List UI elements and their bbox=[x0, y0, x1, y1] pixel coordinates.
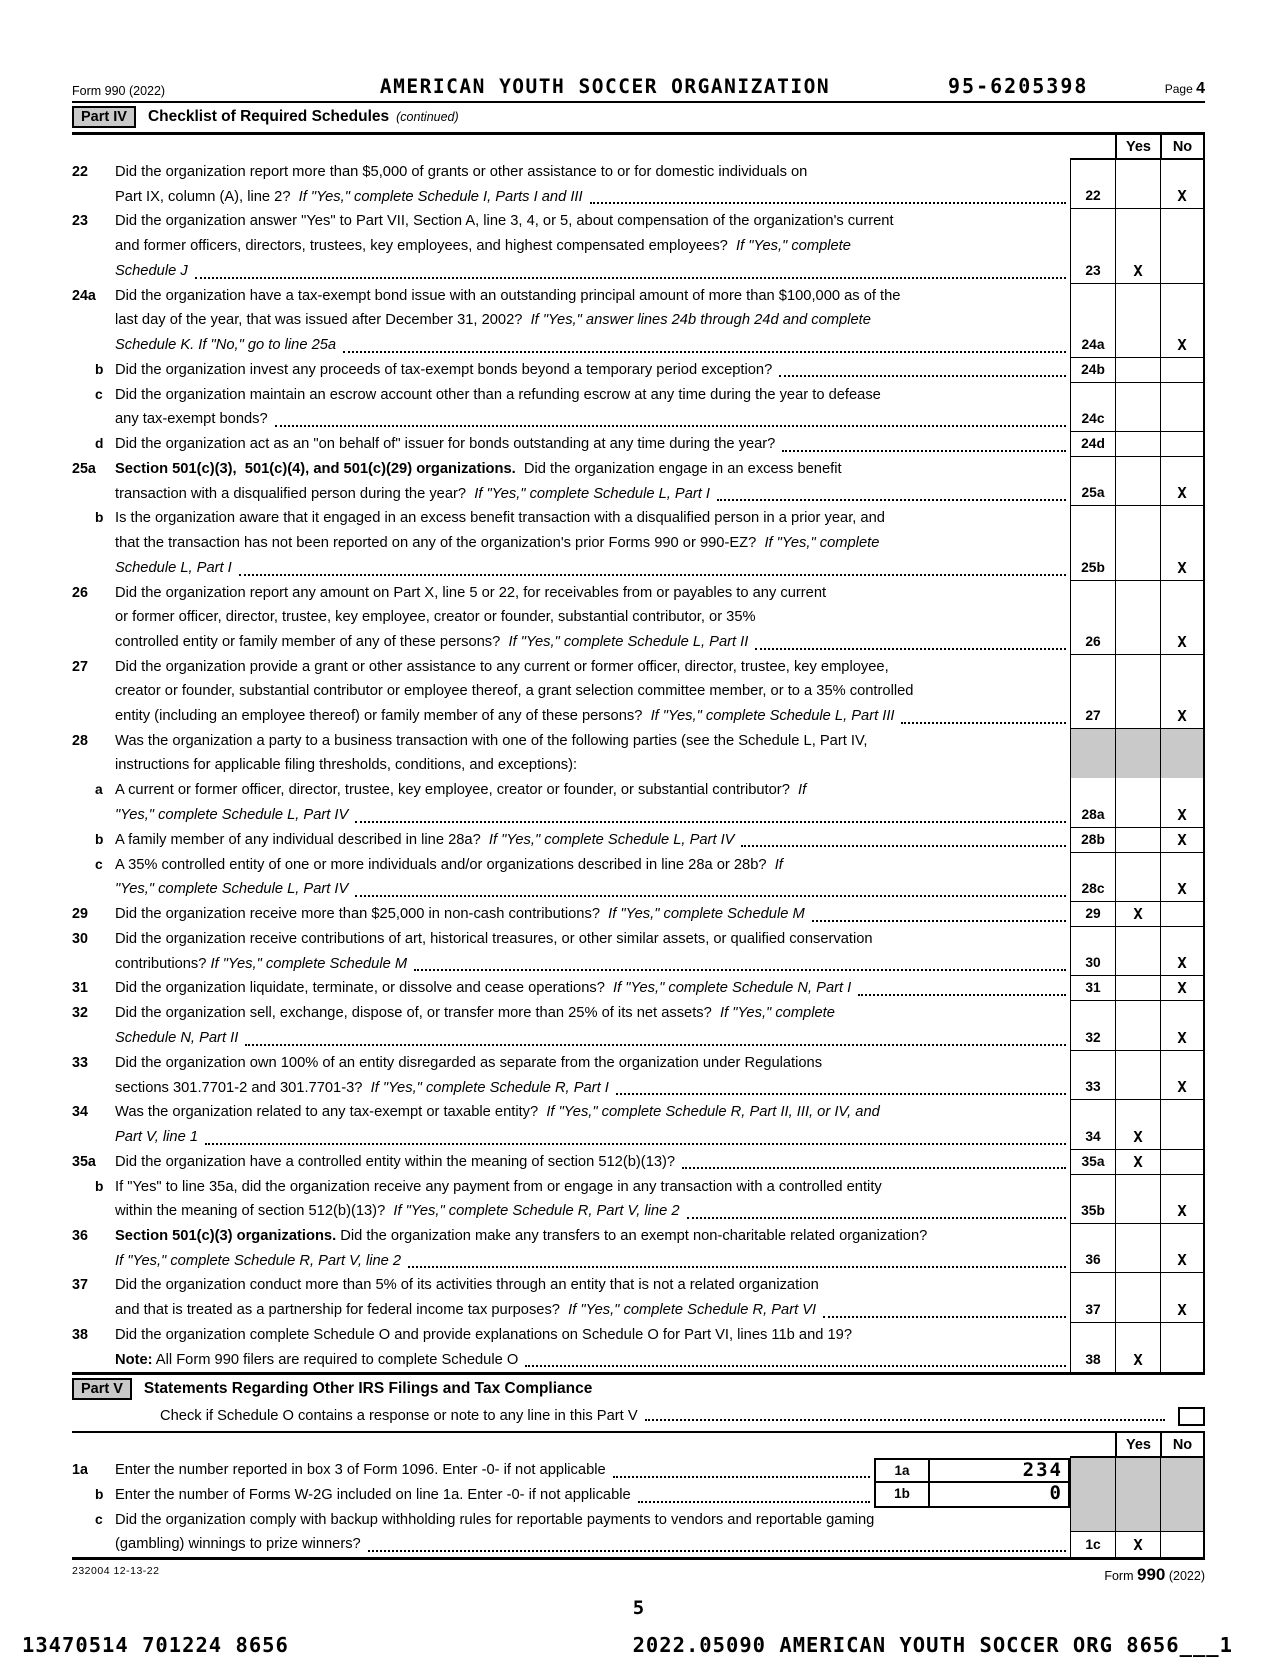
question-row-38 bbox=[72, 1323, 1205, 1372]
question-row-27 bbox=[72, 655, 1205, 729]
yes-cell bbox=[1115, 1458, 1160, 1483]
question-number: 30 bbox=[72, 930, 88, 947]
question-number: 22 bbox=[72, 164, 88, 180]
organization-name: AMERICAN YOUTH SOCCER ORGANIZATION bbox=[379, 75, 831, 98]
checkmark-x: X bbox=[1177, 954, 1187, 973]
question-row-32 bbox=[72, 1001, 1205, 1050]
question-text: A family member of any individual described in line 28a? If "Yes," complete Schedule L, Part IV bbox=[115, 828, 1070, 853]
line-number-cell: 29 bbox=[1070, 902, 1115, 927]
batch-code-right: 2022.05090 AMERICAN YOUTH SOCCER ORG 8656___1 bbox=[632, 1633, 1233, 1657]
question-number: b bbox=[95, 361, 104, 377]
question-number: a bbox=[95, 782, 103, 798]
no-cell bbox=[1160, 1001, 1205, 1050]
line-number-cell: 24c bbox=[1070, 383, 1115, 432]
question-text: Section 501(c)(3), 501(c)(4), and 501(c)(29) organizations. Did the organization engage in an excess benefit transaction with a disqualified person during the year? If "Yes," complete Schedule L, Part I bbox=[115, 457, 1070, 506]
question-number: 36 bbox=[72, 1228, 88, 1245]
no-cell bbox=[1160, 457, 1205, 506]
part5-yes-no-header bbox=[72, 1433, 1205, 1458]
line-number-cell bbox=[1070, 729, 1115, 778]
no-cell bbox=[1160, 1051, 1205, 1100]
question-text: (gambling) winnings to prize winners? bbox=[115, 1532, 1070, 1557]
part5-statements bbox=[72, 1458, 1205, 1560]
checkmark-x: X bbox=[1133, 261, 1143, 280]
no-cell bbox=[1160, 358, 1205, 383]
entry-box-1b bbox=[874, 1483, 1070, 1508]
dotted-leader bbox=[590, 185, 1066, 205]
question-text: Did the organization invest any proceeds of tax-exempt bonds beyond a temporary period exception? bbox=[115, 358, 1070, 383]
no-cell bbox=[1160, 1458, 1205, 1483]
question-number: b bbox=[95, 510, 104, 526]
question-text: Enter the number reported in box 3 of Form 1096. Enter -0- if not applicable bbox=[115, 1458, 874, 1483]
dotted-leader bbox=[823, 1298, 1066, 1318]
checkmark-x: X bbox=[1177, 1028, 1187, 1047]
question-text: Did the organization sell, exchange, dispose of, or transfer more than 25% of its net assets? If "Yes," complete Schedule N, Part II bbox=[115, 1001, 1070, 1050]
question-row-1c bbox=[72, 1532, 1205, 1557]
question-number: 32 bbox=[72, 1005, 88, 1022]
no-cell bbox=[1160, 976, 1205, 1001]
question-number: 23 bbox=[72, 213, 88, 230]
no-cell bbox=[1160, 432, 1205, 457]
ein-number: 95-6205398 bbox=[948, 74, 1089, 98]
question-text: Did the organization act as an "on behalf of" issuer for bonds outstanding at any time during the year? bbox=[115, 432, 1070, 457]
line-number-cell: 23 bbox=[1070, 209, 1115, 283]
question-row-30 bbox=[72, 927, 1205, 976]
part4-continued: (continued) bbox=[396, 110, 459, 124]
question-text: Was the organization a party to a business transaction with one of the following parties (see the Schedule L, Part IV, instructions for applicable filing thresholds, conditions, and exceptions): bbox=[115, 732, 868, 774]
yes-cell bbox=[1115, 976, 1160, 1001]
no-cell bbox=[1160, 853, 1205, 902]
question-row-1a bbox=[72, 1458, 1205, 1483]
yes-cell bbox=[1115, 1001, 1160, 1050]
no-cell bbox=[1160, 902, 1205, 927]
no-cell bbox=[1160, 581, 1205, 655]
no-cell bbox=[1160, 778, 1205, 827]
question-number: 27 bbox=[72, 658, 88, 675]
question-number: 25a bbox=[72, 461, 96, 478]
yes-cell bbox=[1115, 432, 1160, 457]
dotted-leader bbox=[355, 803, 1066, 823]
part4-checklist bbox=[72, 160, 1205, 1375]
line-number-cell: 35b bbox=[1070, 1175, 1115, 1224]
question-number: b bbox=[95, 1178, 104, 1194]
yes-cell bbox=[1115, 284, 1160, 358]
question-number: 38 bbox=[72, 1326, 88, 1343]
question-number: 35a bbox=[72, 1153, 96, 1170]
page-header bbox=[72, 74, 1205, 101]
checkmark-x: X bbox=[1177, 1078, 1187, 1097]
question-number bbox=[72, 1532, 115, 1557]
question-number: 24a bbox=[72, 287, 96, 304]
no-cell bbox=[1160, 160, 1205, 209]
checkmark-x: X bbox=[1177, 484, 1187, 503]
question-text: Did the organization have a tax-exempt bond issue with an outstanding principal amount of more than $100,000 as of the last day of the year, that was issued after December 31, 2002? If "Yes," answer lines 24b through 24d and complete Schedule K. If "No," go to line 25a bbox=[115, 284, 1070, 358]
question-number: 37 bbox=[72, 1277, 88, 1294]
line-number-cell: 37 bbox=[1070, 1273, 1115, 1322]
checkmark-x: X bbox=[1177, 1251, 1187, 1270]
line-number-cell: 1c bbox=[1070, 1532, 1115, 1557]
question-text: Did the organization receive more than $25,000 in non-cash contributions? If "Yes," complete Schedule M bbox=[115, 902, 1070, 927]
question-text: Was the organization related to any tax-exempt or taxable entity? If "Yes," complete Schedule R, Part II, III, or IV, and Part V, line 1 bbox=[115, 1100, 1070, 1149]
yes-cell bbox=[1115, 853, 1160, 902]
yes-cell bbox=[1115, 778, 1160, 827]
question-number: 26 bbox=[72, 584, 88, 601]
checkmark-x: X bbox=[1177, 187, 1187, 206]
checkmark-x: X bbox=[1177, 1300, 1187, 1319]
dotted-leader bbox=[755, 630, 1066, 650]
line-number-cell bbox=[1070, 1508, 1115, 1533]
no-cell bbox=[1160, 1483, 1205, 1508]
yes-cell bbox=[1115, 1051, 1160, 1100]
question-text: Did the organization receive contributions of art, historical treasures, or other similar assets, or qualified conservation contributions? If "Yes," complete Schedule M bbox=[115, 927, 1070, 976]
dotted-leader bbox=[717, 482, 1066, 502]
question-row-24b bbox=[72, 358, 1205, 383]
checkmark-x: X bbox=[1133, 904, 1143, 923]
dotted-leader bbox=[638, 1483, 870, 1503]
form-label: Form 990 (2022) bbox=[72, 84, 166, 98]
yes-cell bbox=[1115, 1273, 1160, 1322]
schedule-o-check-text: Check if Schedule O contains a response or note to any line in this Part V bbox=[160, 1408, 638, 1425]
yes-cell bbox=[1115, 1224, 1160, 1273]
entry-value: 234 bbox=[1022, 1459, 1063, 1482]
no-cell bbox=[1160, 1273, 1205, 1322]
checkmark-x: X bbox=[1177, 632, 1187, 651]
yes-cell bbox=[1115, 1532, 1160, 1557]
line-number-cell: 25a bbox=[1070, 457, 1115, 506]
question-row-36 bbox=[72, 1224, 1205, 1273]
question-text: Did the organization have a controlled entity within the meaning of section 512(b)(13)? bbox=[115, 1150, 1070, 1175]
question-text: Enter the number of Forms W-2G included on line 1a. Enter -0- if not applicable bbox=[115, 1483, 874, 1508]
line-number-cell: 32 bbox=[1070, 1001, 1115, 1050]
line-number-cell: 34 bbox=[1070, 1100, 1115, 1149]
question-number: b bbox=[95, 831, 104, 847]
yes-cell bbox=[1115, 828, 1160, 853]
checkmark-x: X bbox=[1133, 1127, 1143, 1146]
no-cell bbox=[1160, 1532, 1205, 1557]
batch-codes bbox=[22, 1633, 1255, 1657]
schedule-o-checkbox[interactable] bbox=[1178, 1407, 1205, 1426]
line-number-cell: 31 bbox=[1070, 976, 1115, 1001]
no-cell bbox=[1160, 655, 1205, 729]
question-number: c bbox=[95, 386, 103, 402]
line-number-cell: 28c bbox=[1070, 853, 1115, 902]
dotted-leader bbox=[901, 704, 1066, 724]
no-cell bbox=[1160, 383, 1205, 432]
question-row-24c bbox=[72, 383, 1205, 432]
dotted-leader bbox=[779, 358, 1066, 378]
part5-title-bar bbox=[72, 1375, 1205, 1404]
no-column-header: No bbox=[1160, 1433, 1205, 1458]
question-row-37 bbox=[72, 1273, 1205, 1322]
dotted-leader bbox=[195, 259, 1066, 279]
checkmark-x: X bbox=[1177, 706, 1187, 725]
question-text: Section 501(c)(3) organizations. Did the organization make any transfers to an exempt non-charitable related organization? If "Yes," complete Schedule R, Part V, line 2 bbox=[115, 1224, 1070, 1273]
yes-cell bbox=[1115, 1175, 1160, 1224]
dotted-leader bbox=[408, 1249, 1066, 1269]
question-row-26 bbox=[72, 581, 1205, 655]
yes-cell bbox=[1115, 209, 1160, 283]
question-row-24a bbox=[72, 284, 1205, 358]
part5-title: Statements Regarding Other IRS Filings and Tax Compliance bbox=[143, 1380, 593, 1398]
question-text: Did the organization own 100% of an entity disregarded as separate from the organization under Regulations sections 301.7701-2 and 301.7701-3? If "Yes," complete Schedule R, Part I bbox=[115, 1051, 1070, 1100]
line-number-cell bbox=[1070, 1458, 1115, 1483]
no-cell bbox=[1160, 284, 1205, 358]
checkmark-x: X bbox=[1177, 558, 1187, 577]
yes-cell bbox=[1115, 927, 1160, 976]
line-number-cell: 24d bbox=[1070, 432, 1115, 457]
question-number: c bbox=[95, 1511, 103, 1527]
dotted-leader bbox=[687, 1199, 1066, 1219]
line-number-cell: 33 bbox=[1070, 1051, 1115, 1100]
yes-column-header: Yes bbox=[1115, 135, 1160, 160]
dotted-leader bbox=[525, 1348, 1066, 1368]
question-text: Did the organization report more than $5,000 of grants or other assistance to or for domestic individuals on Part IX, column (A), line 2? If "Yes," complete Schedule I, Parts I and III bbox=[115, 160, 1070, 209]
dotted-leader bbox=[782, 432, 1066, 452]
yes-cell bbox=[1115, 655, 1160, 729]
question-row-b bbox=[72, 1483, 1205, 1508]
no-cell bbox=[1160, 1175, 1205, 1224]
dotted-leader bbox=[414, 952, 1066, 972]
yes-cell bbox=[1115, 729, 1160, 778]
form-revision-code: 232004 12-13-22 bbox=[72, 1565, 160, 1578]
checkmark-x: X bbox=[1177, 879, 1187, 898]
dotted-leader bbox=[355, 877, 1066, 897]
question-row-35a bbox=[72, 1150, 1205, 1175]
no-cell bbox=[1160, 927, 1205, 976]
no-cell bbox=[1160, 729, 1205, 778]
part4-yes-no-header bbox=[72, 135, 1205, 160]
yes-cell bbox=[1115, 1483, 1160, 1508]
question-text: Did the organization liquidate, terminate, or dissolve and cease operations? If "Yes," complete Schedule N, Part I bbox=[115, 976, 1070, 1001]
question-row-28c bbox=[72, 853, 1205, 902]
yes-cell bbox=[1115, 1508, 1160, 1533]
no-cell bbox=[1160, 506, 1205, 580]
question-number: b bbox=[95, 1486, 104, 1502]
question-row-28 bbox=[72, 729, 1205, 778]
checkmark-x: X bbox=[1177, 979, 1187, 998]
question-row-31 bbox=[72, 976, 1205, 1001]
yes-cell bbox=[1115, 902, 1160, 927]
question-row-33 bbox=[72, 1051, 1205, 1100]
line-number-cell: 26 bbox=[1070, 581, 1115, 655]
dotted-leader bbox=[205, 1125, 1066, 1145]
question-row-24d bbox=[72, 432, 1205, 457]
page-indicator: Page 4 bbox=[1164, 80, 1205, 97]
line-number-cell: 25b bbox=[1070, 506, 1115, 580]
schedule-o-check-row bbox=[72, 1404, 1205, 1433]
no-cell bbox=[1160, 1508, 1205, 1533]
no-cell bbox=[1160, 1100, 1205, 1149]
question-number: 1a bbox=[72, 1462, 88, 1479]
question-number: d bbox=[95, 436, 104, 452]
dotted-leader bbox=[858, 976, 1066, 996]
yes-cell bbox=[1115, 581, 1160, 655]
question-text: Did the organization complete Schedule O and provide explanations on Schedule O for Part VI, lines 11b and 19? Note: All Form 990 filers are required to complete Schedule O bbox=[115, 1323, 1070, 1372]
question-text: If "Yes" to line 35a, did the organization receive any payment from or engage in any transaction with a controlled entity within the meaning of section 512(b)(13)? If "Yes," complete Schedule R, Part V, line 2 bbox=[115, 1175, 1070, 1224]
checkmark-x: X bbox=[1177, 805, 1187, 824]
part4-title-bar bbox=[72, 103, 1205, 135]
checkmark-x: X bbox=[1177, 1202, 1187, 1221]
page-number: 5 bbox=[632, 1597, 645, 1620]
question-number: c bbox=[95, 856, 103, 872]
yes-cell bbox=[1115, 457, 1160, 506]
question-number: 29 bbox=[72, 905, 88, 922]
dotted-leader bbox=[275, 407, 1066, 427]
checkmark-x: X bbox=[1177, 830, 1187, 849]
checkmark-x: X bbox=[1133, 1152, 1143, 1171]
question-row-c bbox=[72, 1508, 1205, 1533]
dotted-leader bbox=[613, 1458, 870, 1478]
line-number-cell: 28b bbox=[1070, 828, 1115, 853]
yes-cell bbox=[1115, 1150, 1160, 1175]
dotted-leader bbox=[245, 1026, 1066, 1046]
question-row-22 bbox=[72, 160, 1205, 209]
question-text: Did the organization provide a grant or other assistance to any current or former officer, director, trustee, key employee, creator or founder, substantial contributor or employee thereof, a grant selection committee member, or to a 35% controlled entity (including an employee thereof) or family member of any of these persons? If "Yes," complete Schedule L, Part III bbox=[115, 655, 1070, 729]
no-cell bbox=[1160, 828, 1205, 853]
yes-column-header: Yes bbox=[1115, 1433, 1160, 1458]
entry-value: 0 bbox=[1049, 1481, 1063, 1504]
question-row-23 bbox=[72, 209, 1205, 283]
question-text: A current or former officer, director, trustee, key employee, creator or founder, or substantial contributor? If "Yes," complete Schedule L, Part IV bbox=[115, 778, 1070, 827]
question-row-28a bbox=[72, 778, 1205, 827]
question-row-35b bbox=[72, 1175, 1205, 1224]
yes-cell bbox=[1115, 358, 1160, 383]
question-text: Did the organization maintain an escrow account other than a refunding escrow at any time during the year to defease any tax-exempt bonds? bbox=[115, 383, 1070, 432]
checkmark-x: X bbox=[1133, 1351, 1143, 1370]
question-text: Is the organization aware that it engaged in an excess benefit transaction with a disqualified person in a prior year, and that the transaction has not been reported on any of the organization's prior Forms 990 or 990-EZ? If "Yes," complete Schedule L, Part I bbox=[115, 506, 1070, 580]
page-footer bbox=[72, 1565, 1205, 1585]
question-text: Did the organization report any amount on Part X, line 5 or 22, for receivables from or payables to any current or former officer, director, trustee, key employee, creator or founder, substantial contributor, or 35% controlled entity or family member of any of these persons? If "Yes," complete Schedule L, Part II bbox=[115, 581, 1070, 655]
question-text: Did the organization answer "Yes" to Part VII, Section A, line 3, 4, or 5, about compensation of the organization's current and former officers, directors, trustees, key employees, and highest compensated employees? If "Yes," complete Schedule J bbox=[115, 209, 1070, 283]
line-number-cell: 24b bbox=[1070, 358, 1115, 383]
line-number-cell: 24a bbox=[1070, 284, 1115, 358]
entry-line-label: 1b bbox=[876, 1483, 930, 1506]
no-cell bbox=[1160, 1224, 1205, 1273]
question-row-29 bbox=[72, 902, 1205, 927]
line-number-cell: 27 bbox=[1070, 655, 1115, 729]
dotted-leader bbox=[343, 333, 1066, 353]
line-number-cell: 22 bbox=[1070, 160, 1115, 209]
question-text: A 35% controlled entity of one or more individuals and/or organizations described in line 28a or 28b? If "Yes," complete Schedule L, Part IV bbox=[115, 853, 1070, 902]
dotted-leader bbox=[812, 902, 1066, 922]
no-cell bbox=[1160, 1150, 1205, 1175]
question-number: 34 bbox=[72, 1104, 88, 1121]
question-row-25a bbox=[72, 457, 1205, 506]
line-number-cell: 36 bbox=[1070, 1224, 1115, 1273]
line-number-cell: 28a bbox=[1070, 778, 1115, 827]
yes-cell bbox=[1115, 1100, 1160, 1149]
dotted-leader bbox=[645, 1419, 1165, 1421]
part5-label: Part V bbox=[72, 1378, 132, 1400]
dotted-leader bbox=[239, 556, 1066, 576]
no-cell bbox=[1160, 209, 1205, 283]
entry-line-label: 1a bbox=[876, 1460, 930, 1481]
no-cell bbox=[1160, 1323, 1205, 1372]
question-row-25b bbox=[72, 506, 1205, 580]
line-number-cell: 35a bbox=[1070, 1150, 1115, 1175]
checkmark-x: X bbox=[1133, 1536, 1143, 1555]
question-text: Did the organization conduct more than 5% of its activities through an entity that is not a related organization and that is treated as a partnership for federal income tax purposes? If "Yes," complete Schedule R, Part VI bbox=[115, 1273, 1070, 1322]
dotted-leader bbox=[368, 1532, 1066, 1552]
dotted-leader bbox=[616, 1076, 1066, 1096]
yes-cell bbox=[1115, 506, 1160, 580]
dotted-leader bbox=[741, 828, 1066, 848]
question-row-34 bbox=[72, 1100, 1205, 1149]
question-number: 33 bbox=[72, 1054, 88, 1071]
part4-title: Checklist of Required Schedules bbox=[147, 108, 390, 125]
entry-box-1a bbox=[874, 1458, 1070, 1483]
question-number: 28 bbox=[72, 732, 88, 749]
checkmark-x: X bbox=[1177, 335, 1187, 354]
question-text: Did the organization comply with backup withholding rules for reportable payments to vendors and reportable gaming bbox=[115, 1511, 875, 1528]
yes-cell bbox=[1115, 1323, 1160, 1372]
no-column-header: No bbox=[1160, 135, 1205, 160]
dotted-leader bbox=[682, 1150, 1066, 1170]
yes-cell bbox=[1115, 383, 1160, 432]
batch-code-left: 13470514 701224 8656 bbox=[22, 1633, 289, 1657]
line-number-cell: 30 bbox=[1070, 927, 1115, 976]
line-number-cell: 38 bbox=[1070, 1323, 1115, 1372]
yes-cell bbox=[1115, 160, 1160, 209]
question-number: 31 bbox=[72, 980, 88, 997]
part4-label: Part IV bbox=[72, 106, 136, 128]
footer-form-label: Form 990 (2022) bbox=[1104, 1565, 1205, 1585]
line-number-cell bbox=[1070, 1483, 1115, 1508]
question-row-28b bbox=[72, 828, 1205, 853]
